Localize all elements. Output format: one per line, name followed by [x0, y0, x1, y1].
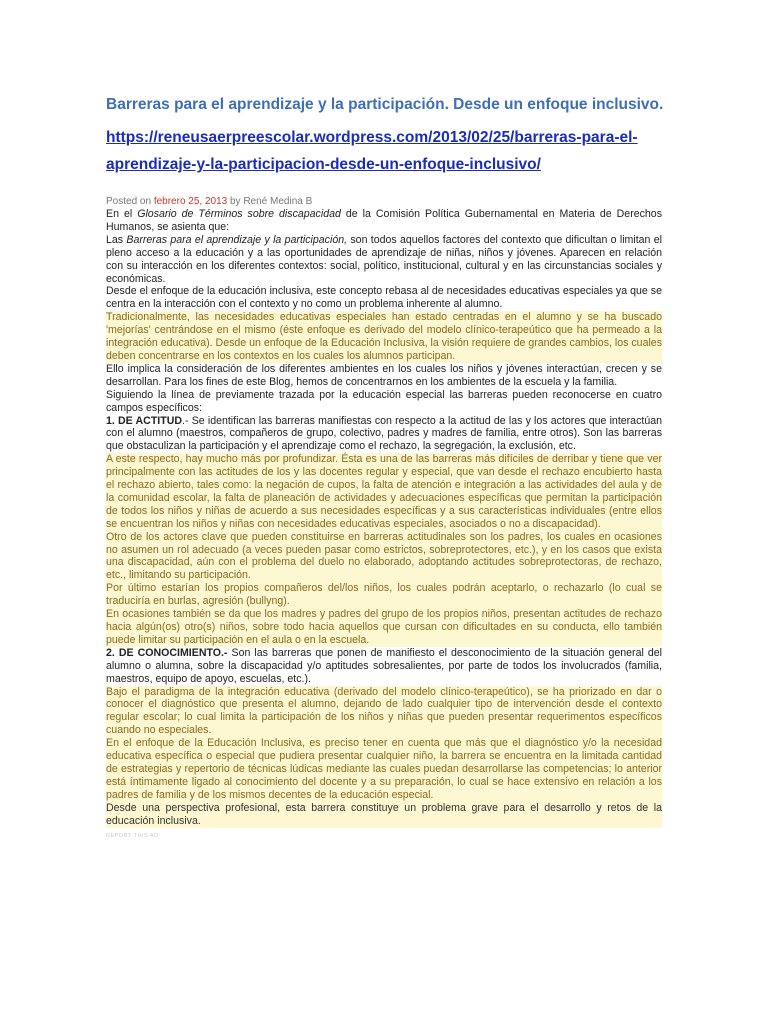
- highlighted-paragraph: En ocasiones también se da que los madres y padres del grupo de los propios niños, presentan actitudes de rechazo hacia algún(os) otro(s) niños, sobre todo hacia aquellos que cursan con dificultades en su conducta, ello también puede limitar su participación en el aula o en la escuela.: [106, 608, 662, 646]
- paragraph: En el Glosario de Términos sobre discapacidad de la Comisión Política Gubernamental en Materia de Derechos Humanos, se asienta que:: [106, 208, 662, 233]
- highlighted-paragraph: A este respecto, hay mucho más por profundizar. Ésta es una de las barreras más difíciles de derribar y tiene que ver principalmente con las actitudes de los y las docentes regular y especial, que van desde el rechazo encubierto hasta el rechazo abierto, tales como: la negación de cupos, la falta de atención e integración a las actividades del aula y de la comunidad escolar, la falta de planeación de actividades y adecuaciones específicas que permitan la participación de todos los niños y niñas de acuerdo a sus necesidades específicas y a sus características individuales (entre ellos se encuentran los niños y niñas con necesidades educativas especiales, asociados o no a discapacidad).: [106, 453, 662, 530]
- paragraph: Siguiendo la línea de previamente trazada por la educación especial las barreras pueden reconocerse en cuatro campos específicos:: [106, 388, 662, 414]
- section-heading: 2. DE CONOCIMIENTO.-: [106, 646, 228, 659]
- section-heading: 1. DE ACTITUD: [106, 414, 183, 427]
- highlighted-paragraph: Otro de los actores clave que pueden constituirse en barreras actitudinales son los padres, los cuales en ocasiones no asumen un rol adecuado (a veces pueden pasar como estrictos, sobreprotectores, etc.), y en los casos que exista una discapacidad, aún con el problema del duelo no elaborado, adoptando actitudes sobreprotectoras, de rechazo, etc., limitando su participación.: [106, 530, 662, 582]
- highlighted-paragraph: Desde una perspectiva profesional, esta barrera constituye un problema grave para el desarrollo y retos de la educación inclusiva.: [106, 801, 662, 827]
- highlighted-paragraph: Tradicionalmente, las necesidades educativas especiales han estado centradas en el alumno y se ha buscado 'mejorías' centrándose en el mismo (éste enfoque es derivado del modelo clínico-terapeútico que ha permeado a la integración educativa). Desde un enfoque de la Educación Inclusiva, la visión requiere de grandes cambios, los cuales deben concentrarse en los contextos en los cuales los alumnos participan.: [106, 311, 662, 362]
- posted-on-label: Posted on: [106, 196, 152, 207]
- report-ad-link[interactable]: REPORT THIS AD: [106, 832, 159, 839]
- highlighted-paragraph: Por último estarían los propios compañeros del/los niños, los cuales podrán aceptarlo, o rechazarlo (lo cual se traduciría en burlas, agresión (bullyng).: [106, 582, 662, 608]
- paragraph: 1. DE ACTITUD.- Se identifican las barreras manifiestas con respecto a la actitud de las y los actores que interactúan con el alumno (maestros, compañeros de grupo, colectivo, padres y madres de familia, entre otros). Son las barreras que obstaculizan la participación y el aprendizaje como el rechazo, la segregación, la exclusión, etc.: [106, 414, 662, 453]
- page-title: Barreras para el aprendizaje y la participación. Desde un enfoque inclusivo.: [106, 96, 664, 113]
- post-author: by René Medina B: [230, 196, 313, 207]
- glossary-title: Glosario de Términos sobre discapacidad: [137, 208, 341, 220]
- post-meta: [106, 195, 666, 208]
- article-body: [106, 208, 662, 842]
- paragraph: Desde el enfoque de la educación inclusiva, este concepto rebasa al de necesidades educativas especiales ya que se centra en la interacción con el contexto y no como un problema inherente al alumno.: [106, 285, 662, 311]
- highlighted-paragraph: Bajo el paradigma de la integración educativa (derivado del modelo clínico-terapeútico), se ha priorizado en dar o conocer el diagnóstico que presenta el alumno, dejando de lado cualquier tipo de intervención desde el contexto regular escolar; lo cual limita la participación de los niños y niñas que pueden presentar requerimentos específicos cuando no especiales.: [106, 685, 662, 737]
- concept-term: Barreras para el aprendizaje y la participación,: [126, 233, 348, 246]
- source-link[interactable]: https://reneusaerpreescolar.wordpress.com/2013/02/25/barreras-para-el-aprendizaje-y-la-participacion-desde-un-enfoque-inclusivo/: [106, 129, 638, 173]
- highlighted-paragraph: En el enfoque de la Educación Inclusiva, es preciso tener en cuenta que más que el diagnóstico y/o la necesidad educativa específica o especial que pudiera presentar cualquier niño, la barrera se encuentra en la limitada cantidad de estrategias y repertorio de técnicas lúdicas mediante las cuales puedan desarrollarse las competencias; lo anterior está íntimamente ligado al conocimiento del docente y a su preparación, lo cual se hace extensivo en relación a los padres de familia y de los mismos decentes de la educación especial.: [106, 737, 662, 801]
- post-date-link[interactable]: febrero 25, 2013: [153, 196, 228, 207]
- paragraph: Las Barreras para el aprendizaje y la participación, son todos aquellos factores del contexto que dificultan o limitan el pleno acceso a la educación y a las oportunidades de aprendizaje de niñas, niños y jóvenes. Aparecen en relación con su interacción en los diferentes contextos: social, político, institucional, cultural y en las circunstancias sociales y económicas.: [106, 233, 662, 285]
- paragraph: Ello implica la consideración de los diferentes ambientes en los cuales los niños y jóvenes interactúan, crecen y se desarrollan. Para los fines de este Blog, hemos de concentrarnos en los ambientes de la escuela y la familia.: [106, 362, 662, 388]
- paragraph: 2. DE CONOCIMIENTO.- Son las barreras que ponen de manifiesto el desconocimiento de la situación general del alumno o alumna, sobre la discapacidad y/o aptitudes sobresalientes, por parte de todos los involucrados (familia, maestros, equipo de apoyo, escuelas, etc.).: [106, 646, 662, 685]
